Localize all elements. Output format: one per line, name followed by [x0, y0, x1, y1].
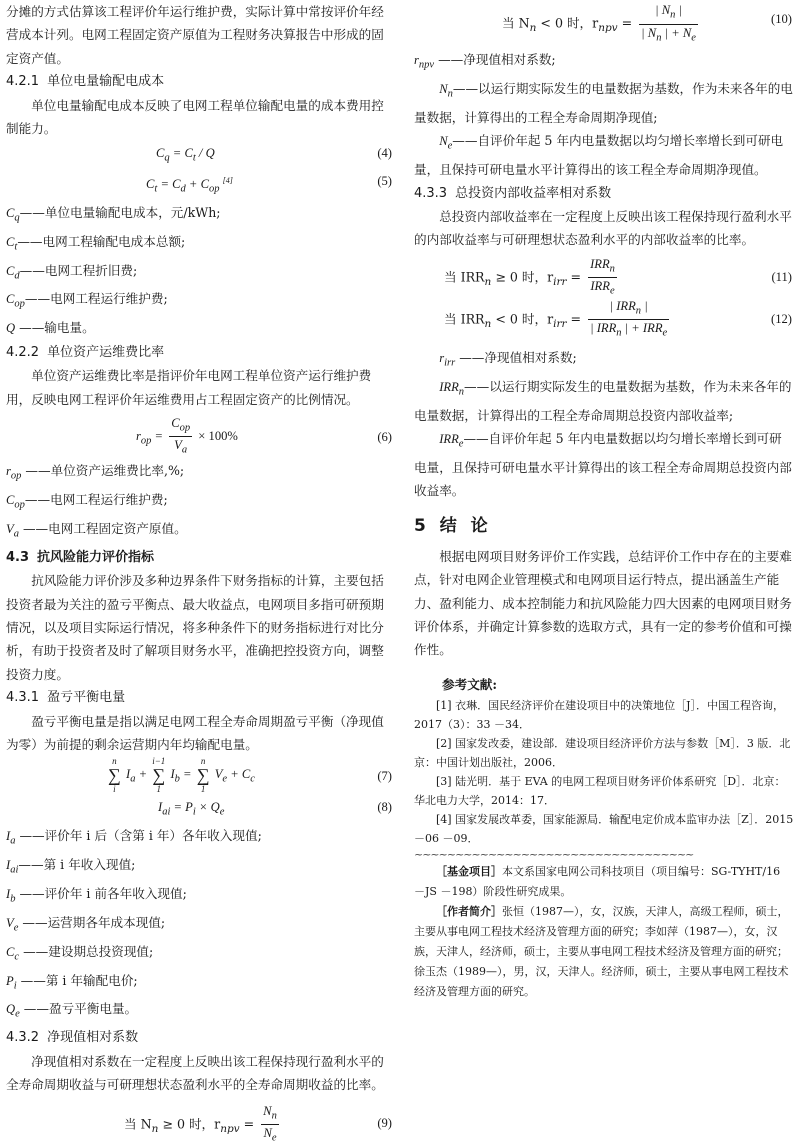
- equation-prefix: 当 IRR: [444, 269, 485, 285]
- left-column: [6, 0, 394, 1143]
- definition-item: [6, 853, 394, 882]
- definition-symbol: $C_{op}$: [6, 492, 25, 511]
- section-number: 4.3: [6, 549, 30, 565]
- section-title: 抗风险能力评价指标: [37, 549, 155, 565]
- equation-12: 当 $IRR_n < 0$ 时，$r_{irr}$ = $\frac{| IRR_n |}{| IRR_n | + IRR_e}$ (12): [444, 298, 792, 339]
- section-4-3-heading: [6, 546, 394, 569]
- equation-number: (10): [771, 12, 792, 26]
- definition-symbol: $I_b$: [6, 886, 16, 905]
- author-label: ［作者简介］: [436, 904, 502, 918]
- equation-condition: < 0 时，r: [536, 15, 599, 31]
- definition-symbol: Q: [6, 321, 16, 336]
- equation-condition: < 0 时，r: [491, 311, 554, 327]
- right-column: [414, 0, 794, 1002]
- definition-item: [6, 997, 394, 1026]
- definition-nn: $N_n——$以运行期实际发生的电量数据为基数，作为未来各年的电量数据，计算得出的工程全寿命周期净现值;: [414, 80, 793, 125]
- definition-symbol: $r_{npv}$: [414, 53, 435, 71]
- equation-4: $C_q = C_t / Q$ (4): [6, 142, 394, 170]
- equation-6: $r_{op}$ = $\frac{C_{op}}{V_a}$ × 100% (6): [136, 415, 392, 456]
- section-title: 总投资内部收益率相对系数: [455, 185, 612, 201]
- definition-text: ——以运行期实际发生的电量数据为基数，作为未来各年的电量数据，计算得出的工程全寿命周期净现值;: [414, 80, 793, 125]
- equation-number: (5): [377, 173, 392, 188]
- divider: ~~~~~~~~~~~~~~~~~~~~~~~~~~~~~~~~~~: [414, 847, 694, 861]
- equation-tail: × 100%: [198, 428, 238, 443]
- definition-item: [6, 824, 394, 853]
- definition-rirr: $r_{irr}$ ——净现值相对系数;: [439, 349, 577, 369]
- section-4-3-3-paragraph: 总投资内部收益率在一定程度上反映出该工程保持现行盈利水平的内部收益率与可研理想状态盈利水平的内部收益率的比率。: [414, 208, 792, 248]
- definition-symbol: $r_{op}$: [6, 463, 22, 482]
- equation-number: (11): [771, 269, 792, 284]
- definition-item: [6, 517, 394, 546]
- section-4-2-1-paragraph: 单位电量输配电成本反映了电网工程单位输配电量的成本费用控制能力。: [6, 97, 384, 137]
- definition-item: [6, 459, 394, 488]
- definition-text: ——净现值相对系数;: [434, 52, 556, 67]
- equation-7: n ∑ i $I_a + i-1$ ∑ 1 $I_b = n$ ∑ 1 $V_e + C_c$ (7): [108, 756, 392, 795]
- section-number: 4.2.1: [6, 74, 40, 90]
- equation-prefix: 当 N: [502, 15, 530, 31]
- definition-item: [6, 230, 394, 259]
- equation-9: 当 $N_n \ge 0$ 时，$r_{npv}$ = $\frac{N_n}{N_e}$ (9): [124, 1103, 392, 1144]
- definition-text: ——单位电量输配电成本，元/kWh;: [19, 204, 221, 220]
- definition-symbol: $V_a$: [6, 521, 19, 540]
- definition-item: [414, 48, 794, 77]
- equation-condition: ≥ 0 时，r: [491, 269, 554, 285]
- definition-symbol: $I_a$: [6, 828, 16, 847]
- equation-11: 当 $IRR_n \ge 0$ 时，$r_{irr}$ = $\frac{IRR_n}{IRR_e}$ (11): [444, 256, 792, 297]
- definition-text: ——建设期总投资现值;: [19, 943, 154, 959]
- equation-number: (4): [377, 146, 392, 161]
- definition-symbol: $C_c$: [6, 944, 20, 963]
- definition-text: ——以运行期实际发生的电量数据为基数，作为未来各年的电量数据，计算得出的工程全寿命周期总投资内部收益率;: [414, 378, 792, 423]
- section-5-heading: 5 结 论: [414, 515, 492, 536]
- intro-paragraph: 分摊的方式估算该工程评价年运行维护费，实际计算中常按评价年经营成本计列。电网工程固定资产原值为工程财务决算报告中形成的固定资产值。: [6, 4, 384, 66]
- reference-item: [4] 国家发展改革委，国家能源局．输配电定价成本监审办法［Z］．2015 －06 －09．: [414, 812, 794, 845]
- section-4-3-1-heading: [6, 686, 394, 709]
- definition-list-3: [6, 824, 394, 1026]
- definition-symbol: $Q_e$: [6, 1002, 20, 1020]
- funding-text: 本文系国家电网公司科技项目（项目编号：SG-TYHT/16 －JS －198）阶段性研究成果。: [414, 864, 781, 898]
- equation-number: (6): [377, 429, 392, 444]
- section-number: 4.3.3: [414, 185, 448, 201]
- equation-number: (12): [771, 311, 792, 326]
- definition-text: ——第 i 年输配电价;: [16, 972, 138, 988]
- definition-symbol: $C_q$: [6, 205, 20, 224]
- definition-text: ——电网工程固定资产原值。: [18, 520, 187, 536]
- definition-item: [6, 259, 394, 288]
- section-4-2-2-paragraph: 单位资产运维费比率是指评价年电网工程单位资产运行维护费用，反映电网工程评价年运维费用占工程固定资产的比例情况。: [6, 368, 372, 407]
- definition-text: ——第 i 年收入现值;: [18, 856, 136, 872]
- equation-10: 当 $N_n < 0$ 时，$r_{npv}$ = $\frac{| N_n |}{| N_n | + N_e}$ (10): [502, 3, 792, 44]
- definition-symbol: $P_i$: [6, 973, 17, 992]
- equation-number: (9): [377, 1115, 392, 1130]
- definition-irre: $IRR_e——$自评价年起 5 年内电量数据以均匀增长率增长到可研电量，且保持可研电量水平计算得出的该工程全寿命周期总投资内部收益率。: [414, 431, 792, 499]
- section-4-3-2-paragraph: 净现值相对系数在一定程度上反映出该工程保持现行盈利水平的全寿命周期收益与可研理想状态盈利水平的全寿命周期收益的比率。: [6, 1053, 384, 1093]
- definition-text: ——自评价年起 5 年内电量数据以均匀增长率增长到可研电量，且保持可研电量水平计算得出的该工程全寿命周期总投资内部收益率。: [414, 431, 792, 499]
- definition-item: [6, 201, 394, 230]
- reference-item: [1] 衣琳．国民经济评价在建设项目中的决策地位［J］．中国工程咨询，2017（3）：33 －34．: [414, 698, 784, 731]
- section-4-3-1-paragraph: 盈亏平衡电量是指以满足电网工程全寿命周期盈亏平衡（净现值为零）为前提的剩余运营期内年均输配电量。: [6, 713, 384, 752]
- definition-item: [6, 969, 394, 998]
- section-4-3-3-heading: [414, 182, 794, 205]
- funding-note: [414, 862, 794, 902]
- references-list: [414, 696, 794, 848]
- reference-item: [2] 国家发改委，建设部．建设项目经济评价方法与参数［M］．3 版．北京：中国计划出版社，2006．: [414, 736, 791, 769]
- citation-ref: [4]: [222, 175, 233, 185]
- section-number: 4.3.2: [6, 1030, 40, 1046]
- definition-ne: $N_e——$自评价年起 5 年内电量数据以均匀增长率增长到可研电量，且保持可研电量水平计算得出的该工程全寿命周期净现值。: [414, 133, 784, 178]
- definition-symbol: $V_e$: [6, 915, 19, 934]
- funding-label: ［基金项目］: [436, 864, 502, 878]
- section-title: 净现值相对系数: [47, 1030, 139, 1046]
- definition-item: [6, 287, 394, 316]
- section-title: 单位电量输配电成本: [47, 74, 165, 90]
- definition-item: [6, 488, 394, 517]
- section-4-2-1-heading: [6, 70, 394, 93]
- section-4-3-paragraph: 抗风险能力评价涉及多种边界条件下财务指标的计算，主要包括投资者最为关注的盈亏平衡点、最大收益点，电网项目多指可研预期情况，以及项目实际运行情况，将多种条件下的财务指标进行对比分析，有助于投资者及时了解项目财务水平，准确把控投资方向，调整投资力度。: [6, 573, 384, 682]
- definition-text: ——电网工程折旧费;: [19, 262, 138, 278]
- definition-text: ——自评价年起 5 年内电量数据以均匀增长率增长到可研电量，且保持可研电量水平计算得出的该工程全寿命周期净现值。: [414, 133, 784, 178]
- equation-number: (7): [377, 769, 392, 784]
- definition-item: [6, 316, 394, 340]
- definition-item: [6, 882, 394, 911]
- conclusion-paragraph: 根据电网项目财务评价工作实践，总结评价工作中存在的主要难点，针对电网企业管理模式和电网项目运行特点，提出涵盖生产能力、盈利能力、成本控制能力和抗风险能力四大因素的电网项目财务评价体系，并确定计算参数的选取方式，具有一定的参考价值和可操作性。: [414, 548, 792, 658]
- section-title: 单位资产运维费比率: [47, 344, 165, 360]
- section-4-3-2-heading: [6, 1026, 394, 1049]
- author-note: [414, 902, 794, 1002]
- definition-text: ——净现值相对系数;: [459, 349, 577, 365]
- definition-symbol: $I_{ai}$: [6, 857, 19, 876]
- definition-text: ——评价年 i 前各年收入现值;: [15, 885, 187, 901]
- section-number: 4.3.1: [6, 690, 40, 706]
- definition-text: ——盈亏平衡电量。: [19, 1001, 138, 1017]
- definition-symbol: $C_d$: [6, 263, 20, 282]
- definition-text: ——电网工程输配电成本总额;: [17, 233, 186, 249]
- definition-item: [6, 940, 394, 969]
- definition-text: ——电网工程运行维护费;: [24, 491, 168, 507]
- definition-irrn: $IRR_n——$以运行期实际发生的电量数据为基数，作为未来各年的电量数据，计算得出的工程全寿命周期总投资内部收益率;: [414, 378, 792, 423]
- definition-text: ——输电量。: [15, 320, 95, 336]
- equation-prefix: 当 N: [124, 1116, 152, 1132]
- author-text: 张恒（1987—），女，汉族，天津人，高级工程师，硕士，主要从事电网工程技术经济及管理方面的研究；李如萍（1987—），女，汉族，天津人，经济师，硕士，主要从事电网工程技术经济及管理方面的研究；徐玉杰（1989—），男，汉，天津人。经济师，硕士，主要从事电网工程技术经济及管理方面的研究。: [414, 904, 789, 998]
- equation-8: $I_{ai} = P_i \times Q_e$ (8): [6, 796, 394, 824]
- definition-text: ——运营期各年成本现值;: [18, 914, 166, 930]
- definition-list-4: [414, 48, 794, 77]
- definition-list-2: [6, 459, 394, 546]
- definition-text: ——电网工程运行维护费;: [24, 291, 168, 307]
- equation-prefix: 当 IRR: [444, 311, 485, 327]
- equation-condition: ≥ 0 时，r: [158, 1116, 221, 1132]
- definition-text: ——单位资产运维费比率,%;: [21, 462, 185, 478]
- definition-text: ——评价年 i 后（含第 i 年）各年收入现值;: [15, 827, 262, 843]
- equation-5: $C_t = C_d + C_{op}$ [4] (5): [6, 170, 394, 201]
- definition-list-1: [6, 201, 394, 341]
- definition-symbol: $C_{op}$: [6, 292, 25, 310]
- reference-item: [3] 陆光明．基于 EVA 的电网工程项目财务评价体系研究［D］．北京：华北电力大学，2014：17．: [414, 774, 786, 807]
- section-number: 4.2.2: [6, 344, 40, 360]
- section-4-2-2-heading: [6, 341, 394, 364]
- definition-item: [6, 911, 394, 940]
- definition-symbol: $C_t$: [6, 234, 18, 253]
- references-heading: 参考文献:: [442, 676, 498, 692]
- equation-number: (8): [377, 800, 392, 815]
- section-title: 盈亏平衡电量: [47, 690, 126, 706]
